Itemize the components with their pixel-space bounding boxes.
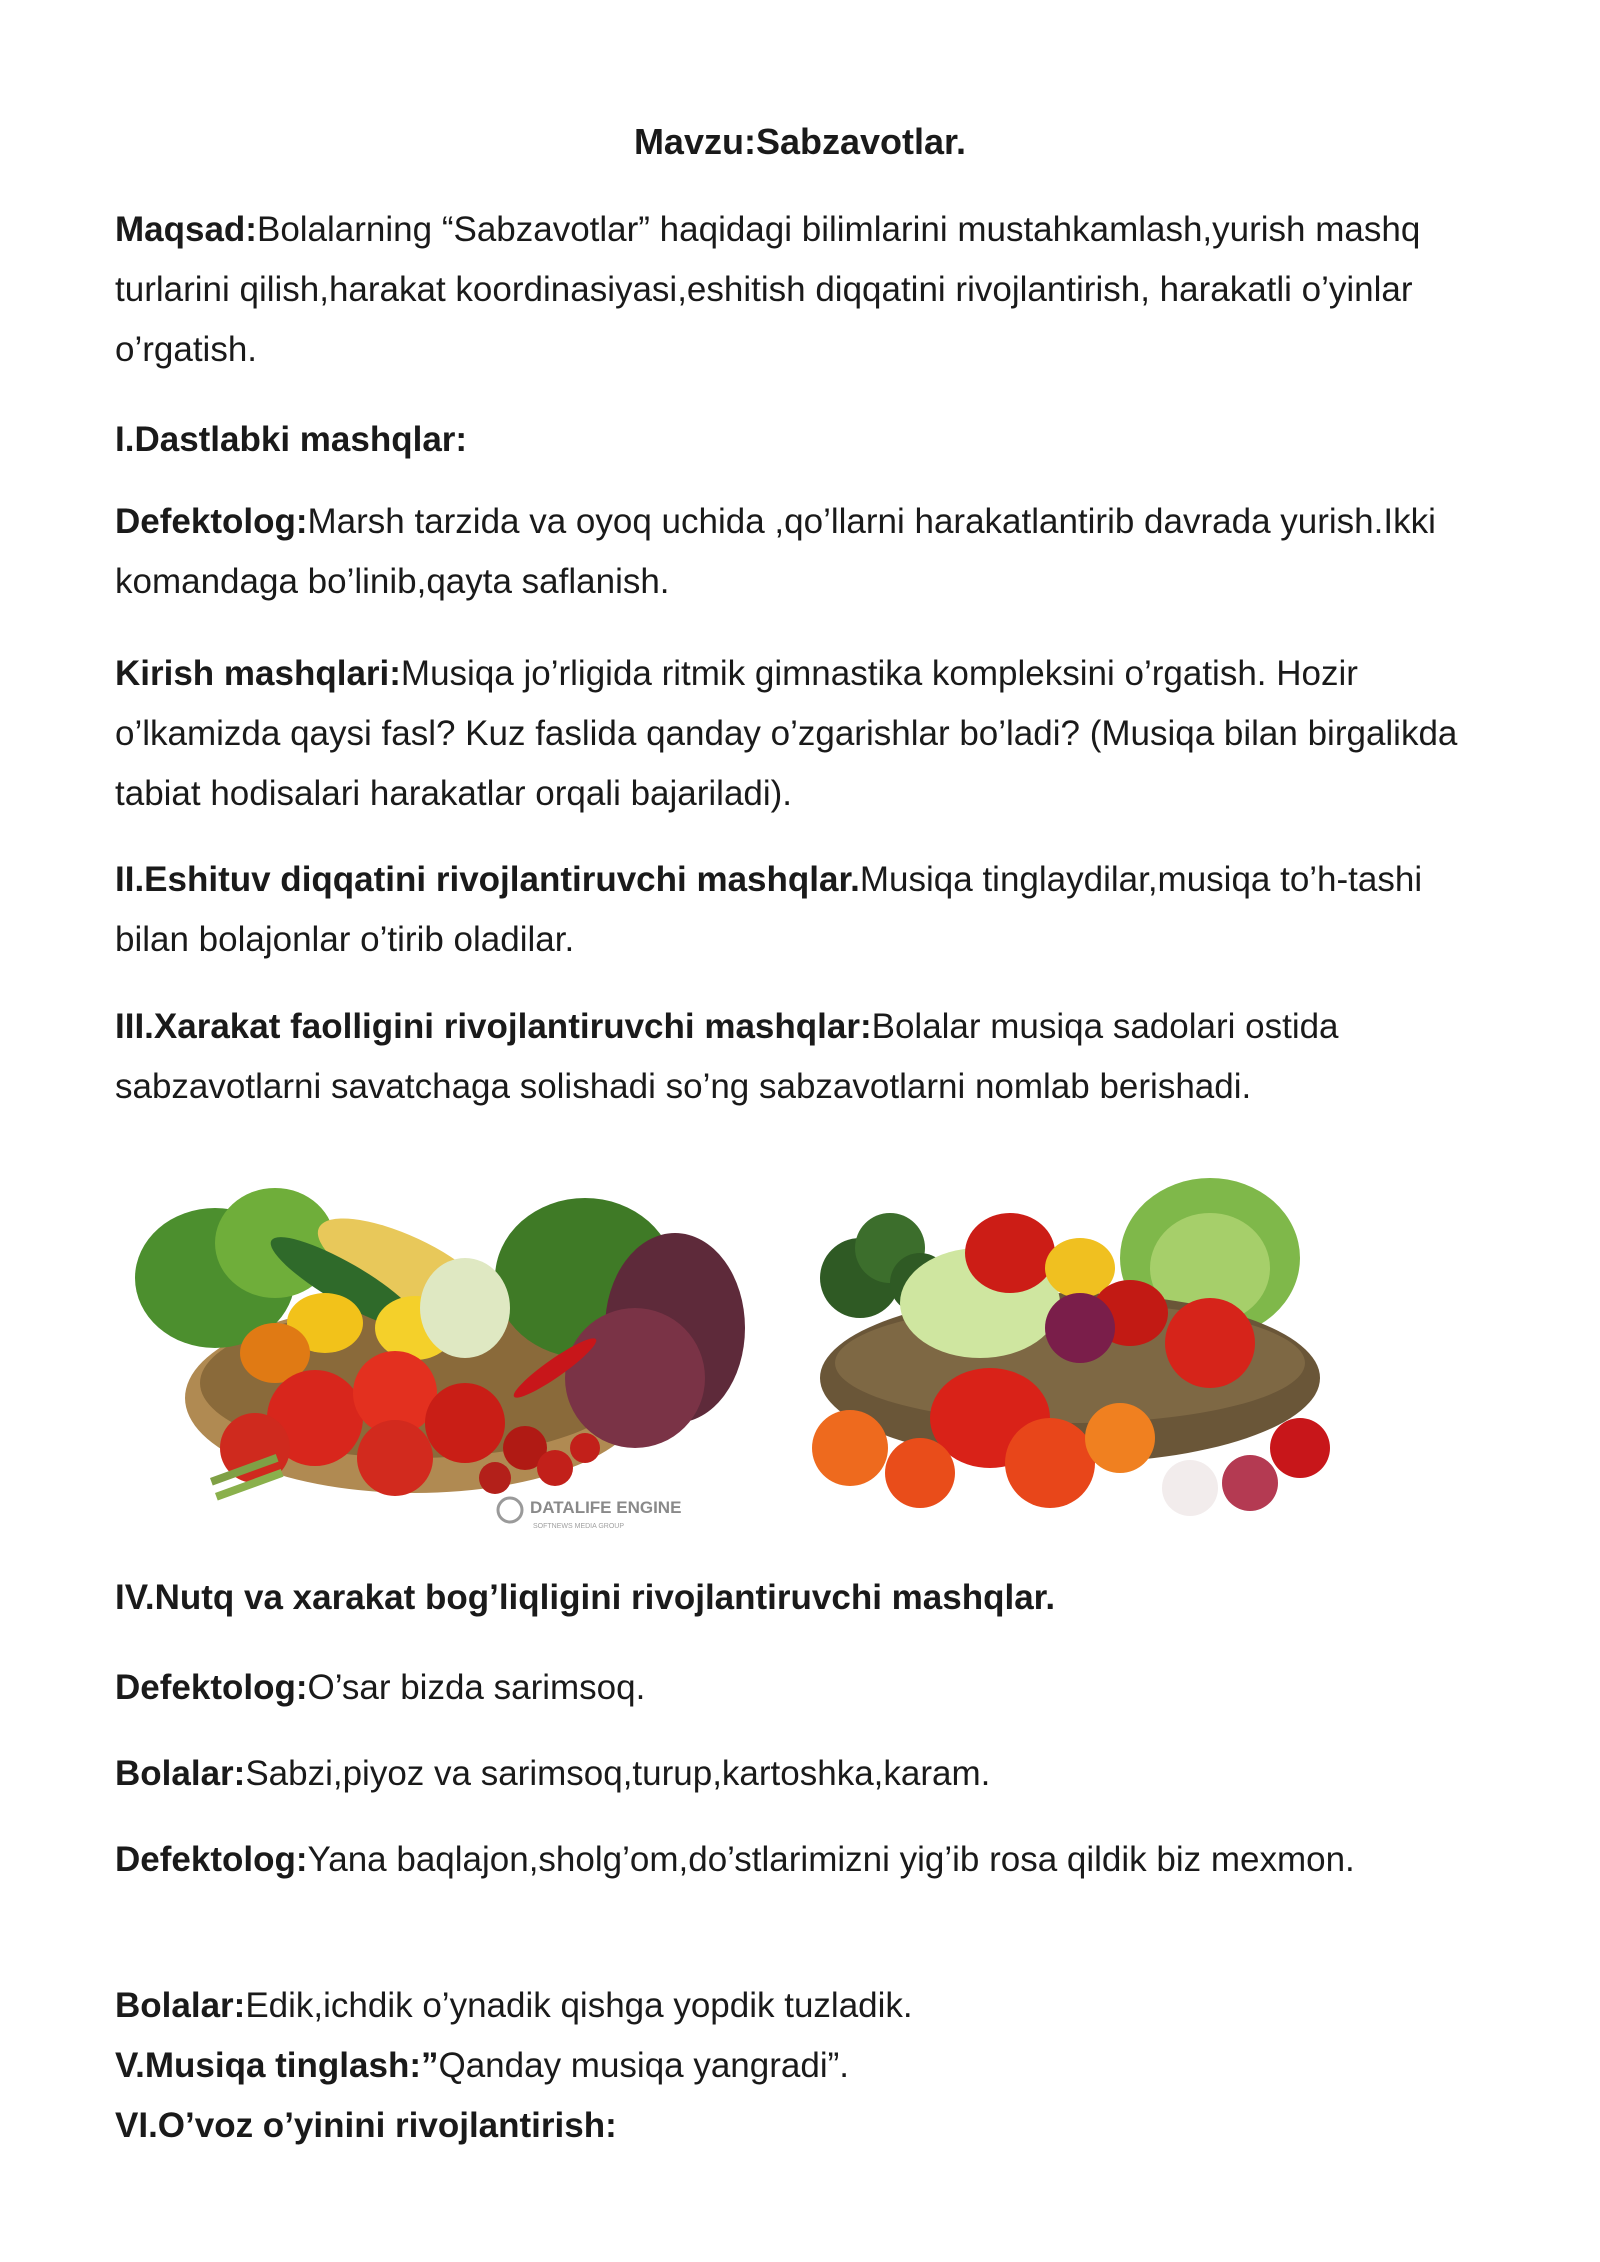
paragraph-label: Bolalar: bbox=[115, 1754, 246, 1793]
paragraph-maqsad bbox=[115, 200, 1505, 380]
paragraph-text: Qanday musiqa yangradi”. bbox=[438, 2046, 849, 2085]
paragraph-section-2 bbox=[115, 850, 1505, 970]
paragraph-text: Bolalarning “Sabzavotlar” haqidagi bilimlarini mustahkamlash,yurish mashq turlarini qilish,harakat koordinasiyasi,eshitish diqqatini rivojlantirish, harakatli o’yinlar o’rgatish. bbox=[115, 210, 1421, 369]
paragraph-text: Yana baqlajon,sholg’om,do’stlarimizni yig’ib rosa qildik biz mexmon. bbox=[307, 1840, 1355, 1879]
vegetables-illustration-left bbox=[115, 1148, 763, 1540]
paragraph-label: II.Eshituv diqqatini rivojlantiruvchi mashqlar. bbox=[115, 860, 860, 899]
paragraph-text: Marsh tarzida va oyoq uchida ,qo’llarni harakatlantirib davrada yurish.Ikki komandaga bo’linib,qayta saflanish. bbox=[115, 502, 1436, 601]
paragraph-section-3 bbox=[115, 997, 1505, 1117]
paragraph-text: Bolalar musiqa sadolari ostida sabzavotlarni savatchaga solishadi so’ng sabzavotlarni nomlab berishadi. bbox=[115, 1007, 1339, 1106]
paragraph-kirish bbox=[115, 644, 1505, 824]
paragraph-label: Bolalar: bbox=[115, 1986, 246, 2025]
paragraph-text: Musiqa jo’rligida ritmik gimnastika kompleksini o’rgatish. Hozir o’lkamizda qaysi fasl? Kuz faslida qanday o’zgarishlar bo’ladi? (Musiqa bilan birgalikda tabiat hodisalari harakatlar orqali bajariladi). bbox=[115, 654, 1458, 813]
paragraph-label: Maqsad: bbox=[115, 210, 257, 249]
section-heading-4 bbox=[115, 1568, 1505, 1628]
paragraph-label: Defektolog: bbox=[115, 1840, 308, 1879]
paragraph-defektolog-1 bbox=[115, 492, 1505, 612]
paragraph-label: III.Xarakat faolligini rivojlantiruvchi mashqlar: bbox=[115, 1007, 872, 1046]
paragraph-text: Edik,ichdik o’ynadik qishga yopdik tuzladik. bbox=[245, 1986, 913, 2025]
paragraph-bolalar-1 bbox=[115, 1744, 1505, 1804]
section-heading-text: I.Dastlabki mashqlar: bbox=[115, 420, 468, 459]
paragraph-label: Defektolog: bbox=[115, 1668, 308, 1707]
paragraph-defektolog-3 bbox=[115, 1830, 1505, 1890]
paragraph-label: Kirish mashqlari: bbox=[115, 654, 401, 693]
paragraph-section-5 bbox=[115, 2036, 1505, 2096]
section-heading-6 bbox=[115, 2096, 1505, 2156]
vegetables-photo-right bbox=[770, 1148, 1380, 1540]
section-heading-1 bbox=[115, 410, 1505, 470]
vegetables-photo-left bbox=[115, 1148, 763, 1540]
watermark-subtext: SOFTNEWS MEDIA GROUP bbox=[533, 1523, 625, 1530]
paragraph-defektolog-2 bbox=[115, 1658, 1505, 1718]
page-title: Mavzu:Sabzavotlar. bbox=[633, 121, 967, 162]
paragraph-label: V.Musiqa tinglash:” bbox=[115, 2046, 439, 2085]
paragraph-text: Sabzi,piyoz va sarimsoq,turup,kartoshka,karam. bbox=[245, 1754, 991, 1793]
paragraph-text: O’sar bizda sarimsoq. bbox=[307, 1668, 646, 1707]
section-heading-text: IV.Nutq va xarakat bog’liqligini rivojlantiruvchi mashqlar. bbox=[115, 1578, 1056, 1617]
section-heading-text: VI.O’voz o’yinini rivojlantirish: bbox=[115, 2106, 617, 2145]
paragraph-text: Musiqa tinglaydilar,musiqa to’h-tashi bilan bolajonlar o’tirib oladilar. bbox=[115, 860, 1423, 959]
watermark-text: DATALIFE ENGINE bbox=[530, 1498, 682, 1517]
vegetables-illustration-right bbox=[770, 1148, 1380, 1540]
paragraph-label: Defektolog: bbox=[115, 502, 308, 541]
paragraph-bolalar-2 bbox=[115, 1976, 1505, 2036]
